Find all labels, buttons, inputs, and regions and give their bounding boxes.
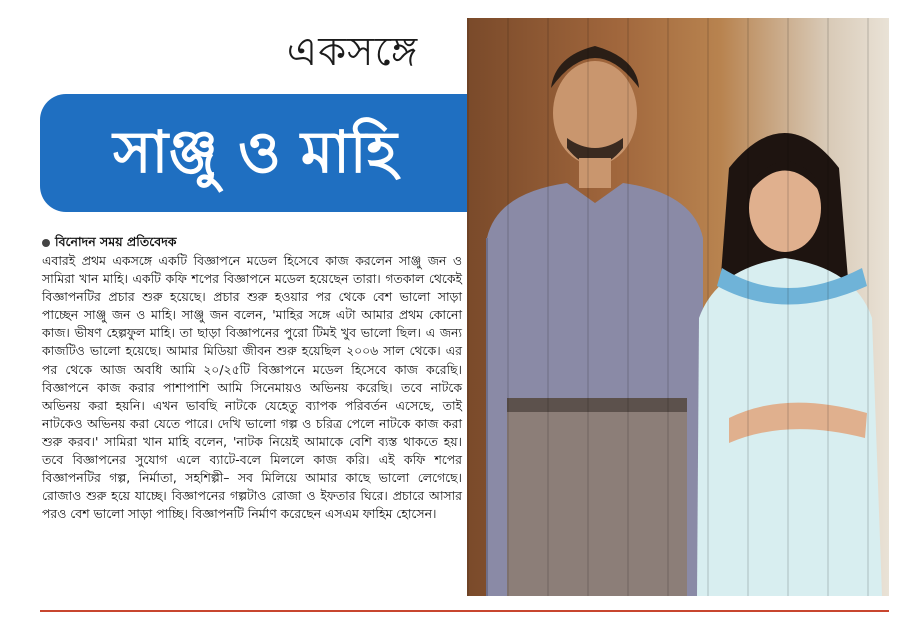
article-photo bbox=[467, 18, 889, 596]
article-headline: সাঞ্জু ও মাহি bbox=[113, 118, 397, 186]
article-body: এবারই প্রথম একসঙ্গে একটি বিজ্ঞাপনে মডেল হিসেবে কাজ করলেন সাঞ্জু জন ও সামিরা খান মাহি। একটি কফি শপের বিজ্ঞাপনে মডেল হয়েছেন তারা। গতকাল থেকেই বিজ্ঞাপনটির প্রচার শুরু হয়েছে। প্রচার শুরু হওয়ার পর থেকে বেশ ভালো সাড়া পাচ্ছেন সাঞ্জু জন ও মাহি। সাঞ্জু জন বলেন, 'মাহির সঙ্গে এটা আমার প্রথম কোনো কাজ। ভীষণ হেল্পফুল মাহি। তা ছাড়া বিজ্ঞাপনের পুরো টিমই খুব ভালো ছিল। এ জন্য কাজটিও ভালো হয়েছে। আমার মিডিয়া জীবন শুরু হয়েছিল ২০০৬ সাল থেকে। এর পর থেকে আজ অবধি আমি ২০/২৫টি বিজ্ঞাপনে মডেল হিসেবে কাজ করেছি। বিজ্ঞাপনে কাজ করার পাশাপাশি আমি সিনেমায়ও অভিনয় করেছি। তবে নাটকে অভিনয় করা হয়নি। এখন ভাবছি নাটকে যেহেতু ব্যাপক পরিবর্তন এসেছে, তাই নাটকেও অভিনয় করা যেতে পারে। দেখি ভালো গল্প ও চরিত্র পেলে নাটকে কাজ করা শুরু করব।' সামিরা খান মাহি বলেন, 'নাটক নিয়েই আমাকে বেশি ব্যস্ত থাকতে হয়। তবে বিজ্ঞাপনের সুযোগ এলে ব্যাটে-বলে মিললে কাজ করি। এই কফি শপের বিজ্ঞাপনটির গল্প, নির্মাতা, সহশিল্পী– সব মিলিয়ে আমার কাছে ভালো লেগেছে। রোজাও শুরু হয়ে যাচ্ছে। বিজ্ঞাপনের গল্পটাও রোজা ও ইফতার ঘিরে। প্রচারে আসার পরও বেশ ভালো সাড়া পাচ্ছি। বিজ্ঞাপনটি নির্মাণ করেছেন এসএম ফাহিম হোসেন। bbox=[42, 253, 462, 522]
photo-background-pattern bbox=[467, 18, 889, 596]
byline-text: বিনোদন সময় প্রতিবেদক bbox=[55, 234, 177, 249]
article-byline bbox=[42, 234, 457, 254]
article-kicker: একসঙ্গে bbox=[286, 29, 419, 75]
bullet-icon bbox=[42, 239, 50, 247]
bottom-divider bbox=[40, 610, 889, 612]
